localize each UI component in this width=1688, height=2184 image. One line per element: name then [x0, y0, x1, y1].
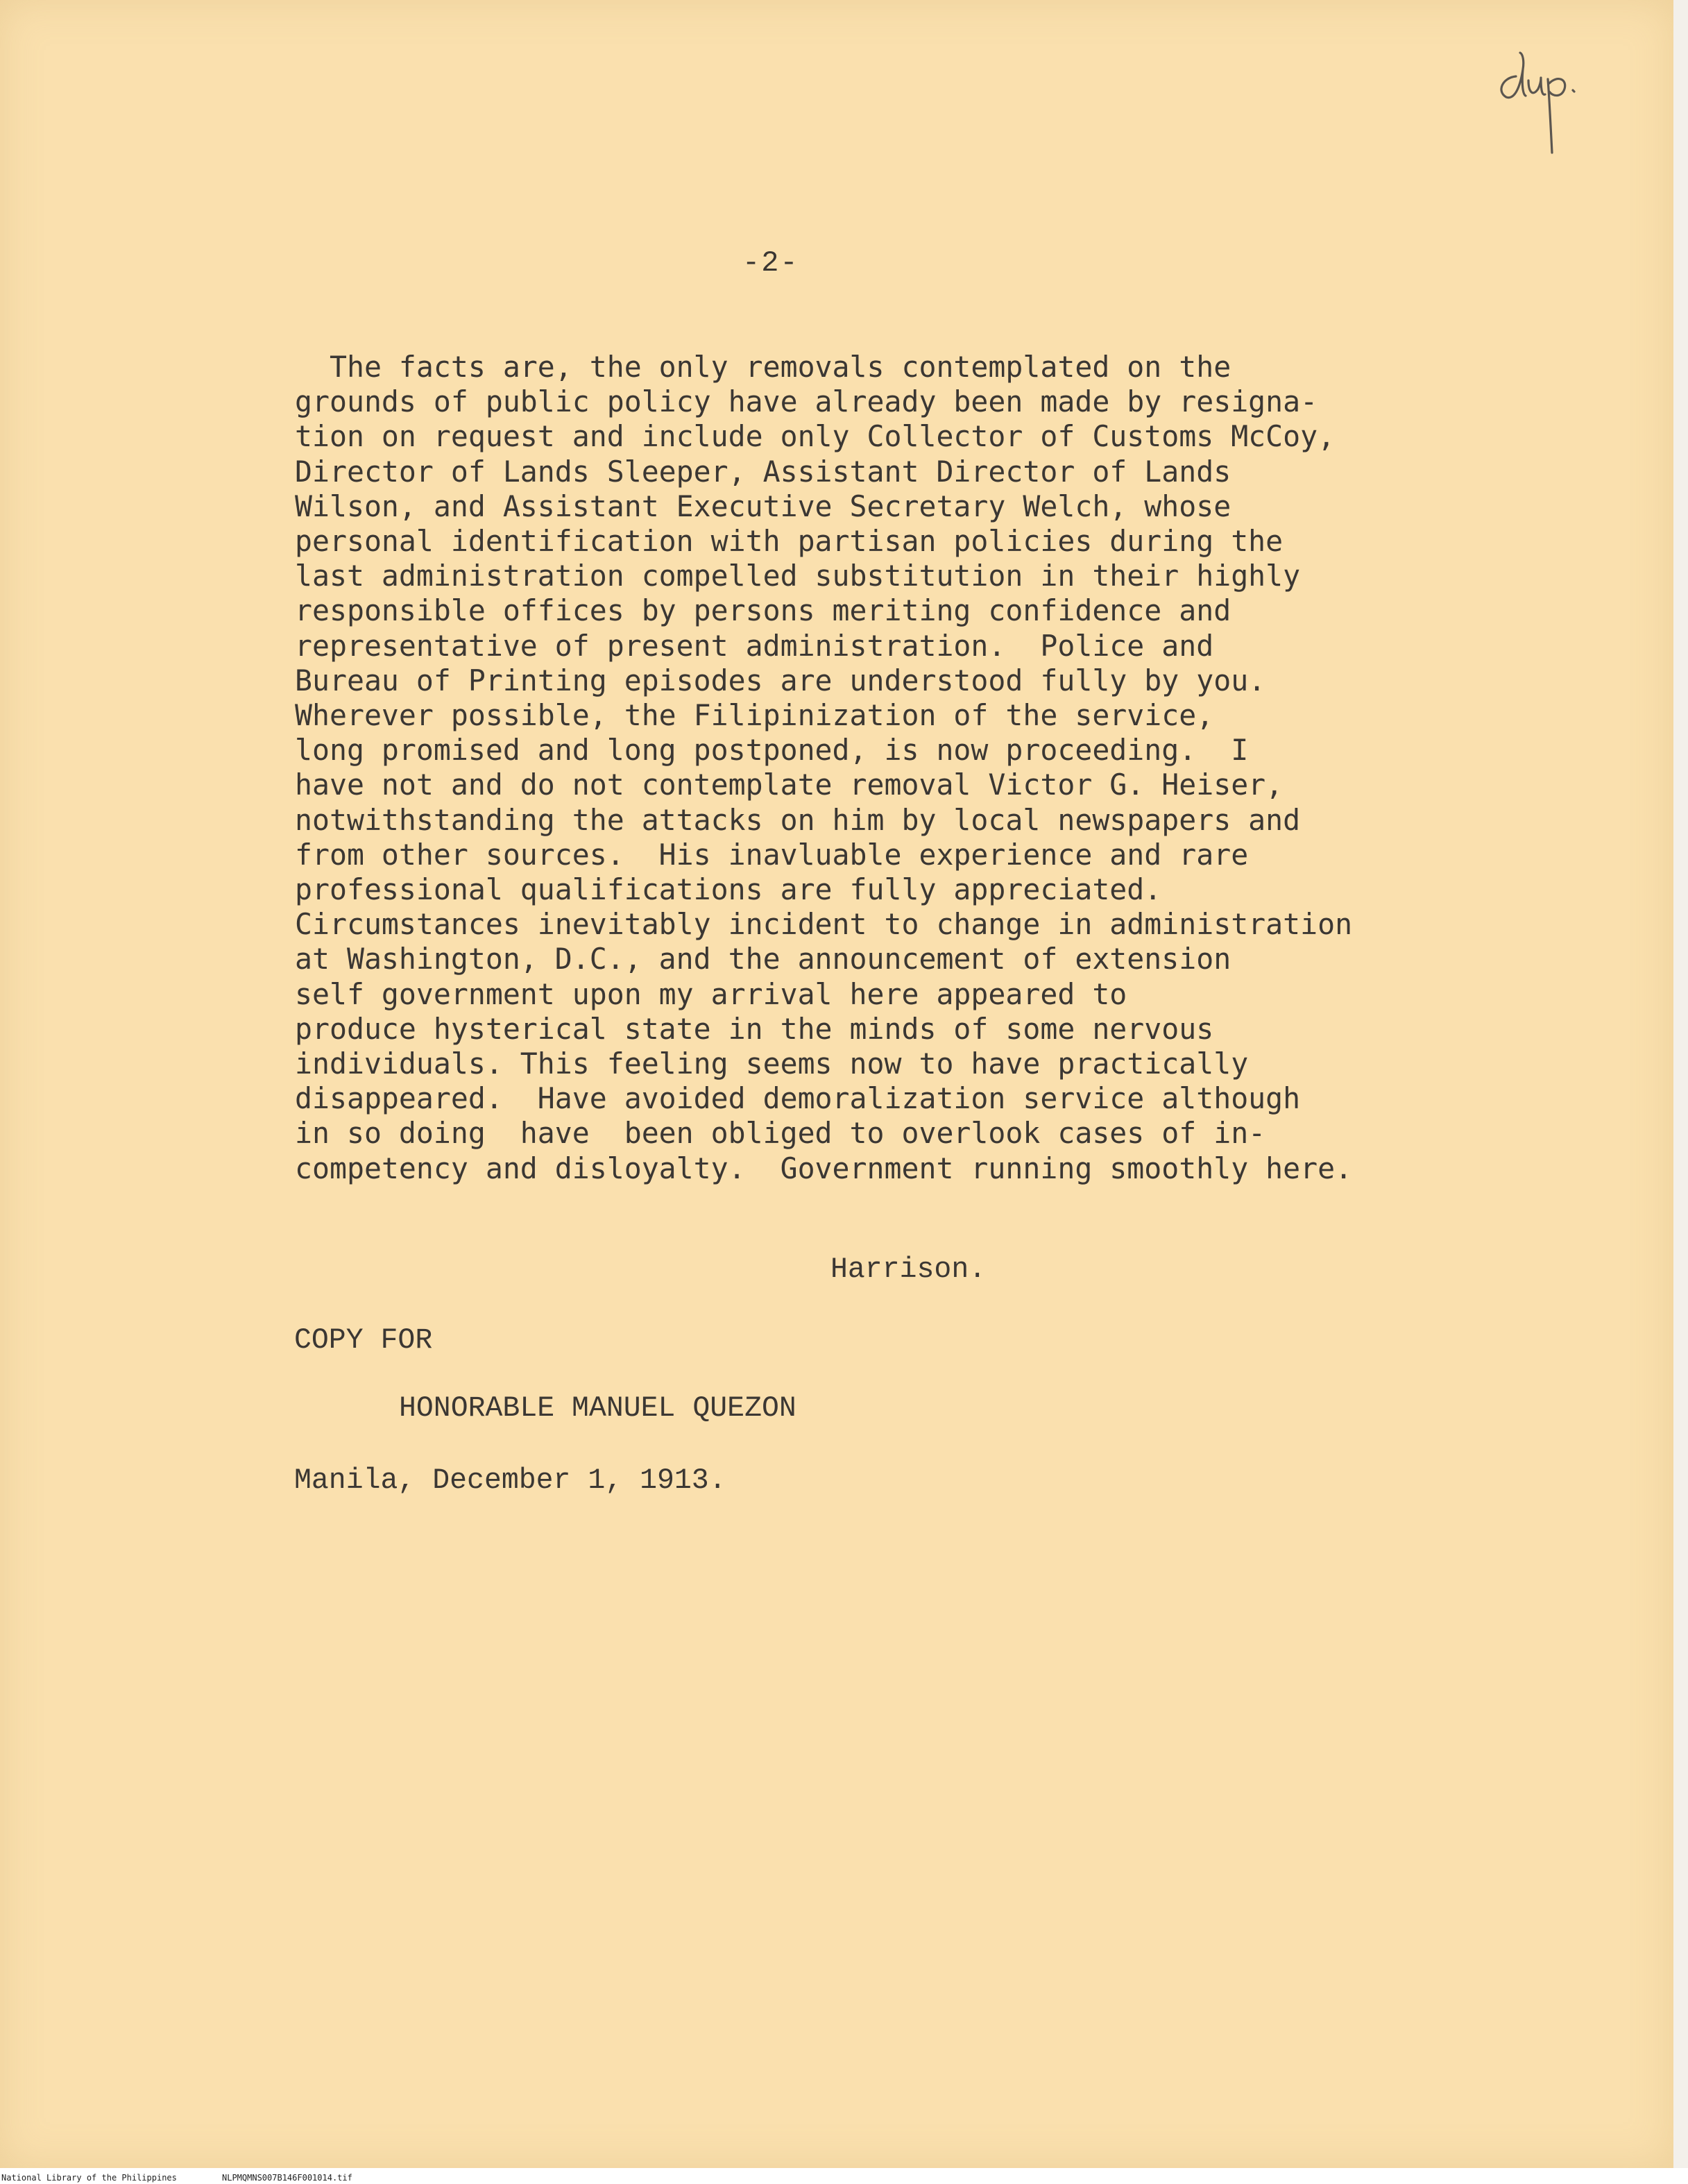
body-line: produce hysterical state in the minds of some nervous — [295, 1011, 1214, 1046]
body-line: from other sources. His inavluable experience and rare — [295, 837, 1249, 872]
dateline: Manila, December 1, 1913. — [294, 1464, 726, 1497]
handwritten-dup-annotation — [1495, 49, 1585, 167]
body-line: in so doing have been obliged to overlook cases of in- — [295, 1116, 1266, 1151]
scan-margin — [1673, 0, 1688, 2168]
body-line: have not and do not contemplate removal Victor G. Heiser, — [295, 768, 1284, 802]
letter-body — [295, 350, 1377, 1186]
body-line: representative of present administration. Police and — [295, 628, 1214, 663]
body-line: self government upon my arrival here appeared to — [295, 976, 1127, 1011]
body-line: last administration compelled substitution in their highly — [295, 559, 1301, 593]
page-number: -2- — [742, 246, 799, 280]
body-line: Director of Lands Sleeper, Assistant Director of Lands — [295, 454, 1231, 489]
body-line: long promised and long postponed, is now proceeding. I — [295, 733, 1249, 768]
body-line: grounds of public policy have already been made by resigna- — [295, 384, 1318, 419]
footer-library-name: National Library of the Philippines — [1, 2173, 177, 2183]
body-line: competency and disloyalty. Government running smoothly here. — [295, 1151, 1353, 1185]
body-line: tion on request and include only Collector of Customs McCoy, — [295, 419, 1336, 454]
body-line: Bureau of Printing episodes are understood fully by you. — [295, 663, 1266, 697]
copy-for-label: COPY FOR — [294, 1324, 433, 1357]
signature: Harrison. — [830, 1253, 987, 1286]
body-line: individuals. This feeling seems now to have practically — [295, 1047, 1249, 1081]
body-line: disappeared. Have avoided demoralization service although — [295, 1081, 1301, 1116]
body-line: Wherever possible, the Filipinization of the service, — [295, 698, 1214, 733]
footer-file-id: NLPMQMNS007B146F001014.tif — [222, 2173, 352, 2183]
body-line: notwithstanding the attacks on him by local newspapers and — [295, 802, 1301, 837]
recipient-name: HONORABLE MANUEL QUEZON — [399, 1392, 796, 1425]
body-line: Wilson, and Assistant Executive Secretary Welch, whose — [295, 489, 1231, 523]
body-line: personal identification with partisan policies during the — [295, 524, 1284, 559]
body-line: at Washington, D.C., and the announcement of extension — [295, 942, 1231, 976]
body-line: responsible offices by persons meriting confidence and — [295, 593, 1231, 628]
body-line: The facts are, the only removals contemplated on the — [295, 350, 1231, 384]
body-line: Circumstances inevitably incident to change in administration — [295, 907, 1353, 942]
body-line: professional qualifications are fully appreciated. — [295, 872, 1162, 907]
